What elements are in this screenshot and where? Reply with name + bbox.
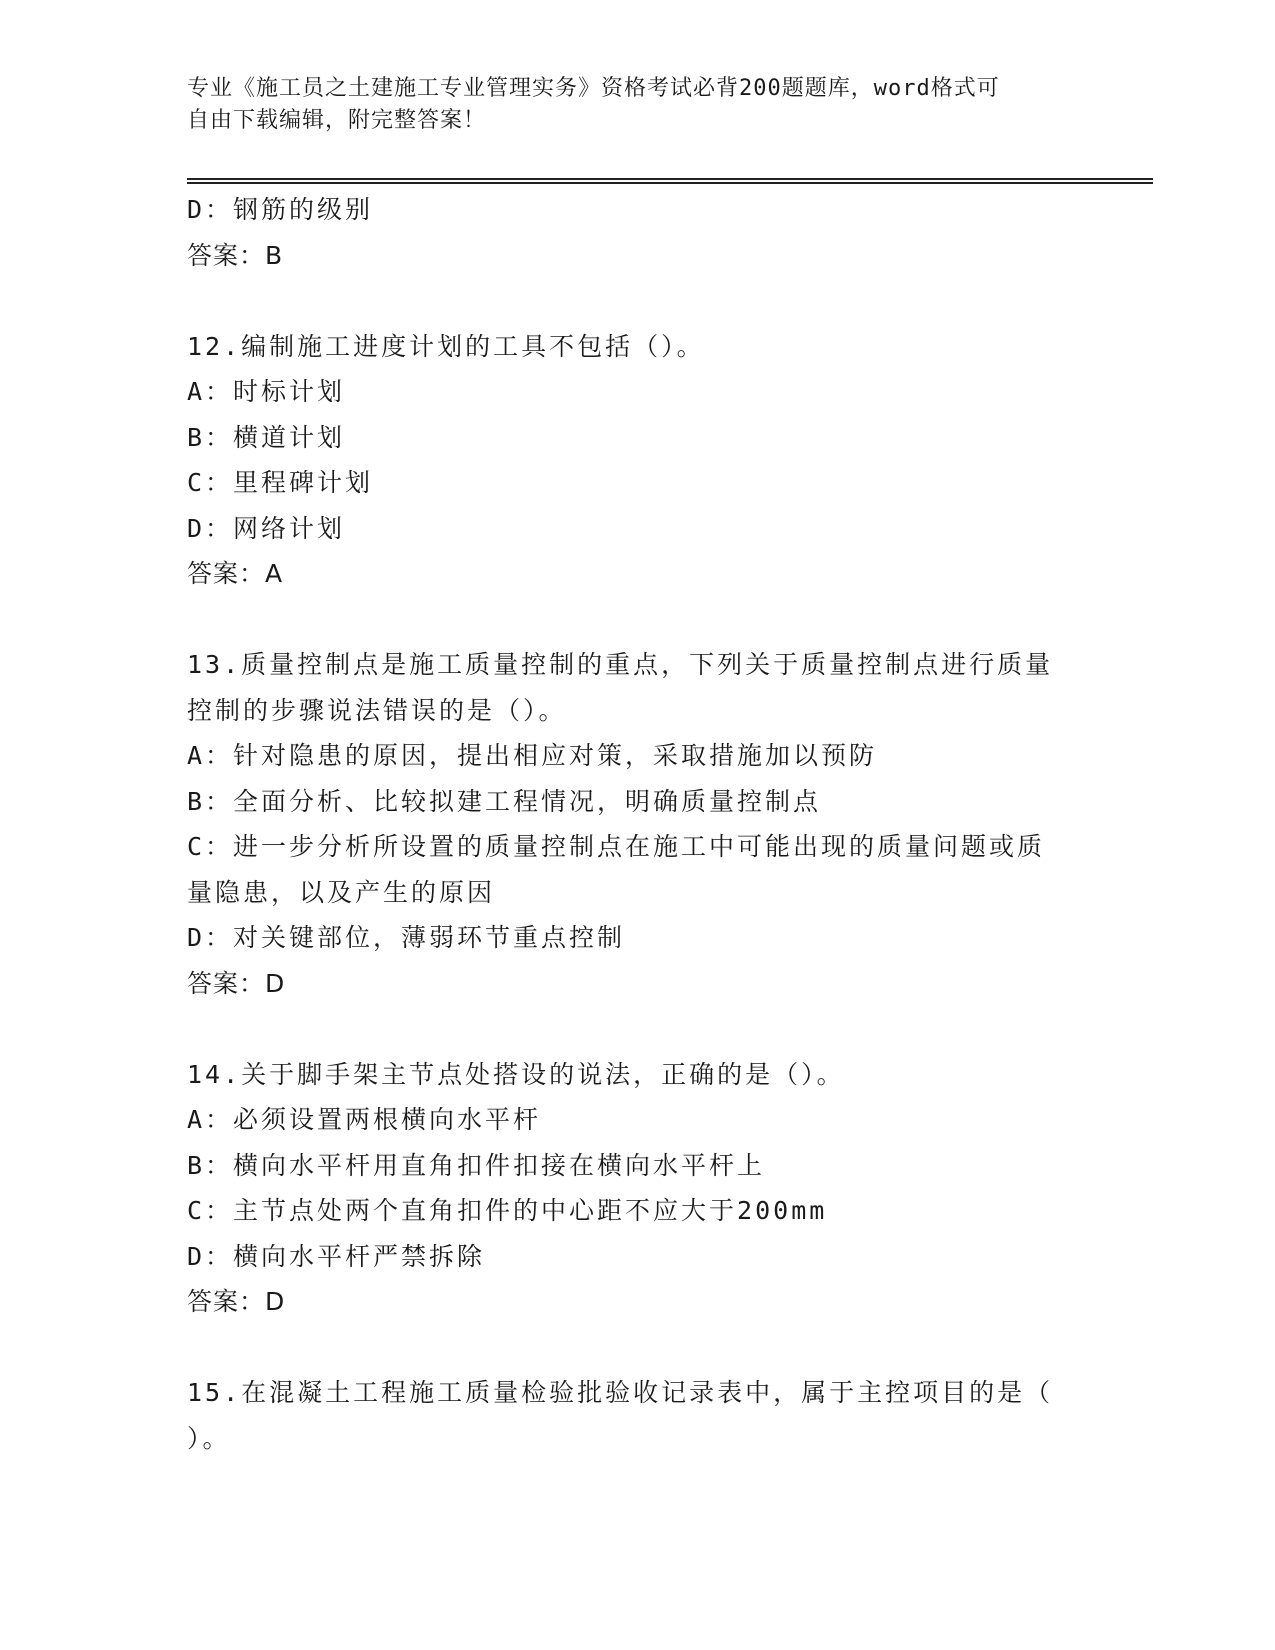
option-c: C：主节点处两个直角扣件的中心距不应大于200mm <box>187 1196 828 1225</box>
spacer <box>187 278 1067 324</box>
spacer <box>187 1325 1067 1371</box>
option-d: D：对关键部位，薄弱环节重点控制 <box>187 923 626 952</box>
spacer <box>187 597 1067 643</box>
option-a: A：针对隐患的原因，提出相应对策，采取措施加以预防 <box>187 741 878 770</box>
header-divider-bottom <box>187 182 1153 184</box>
option-a: A：必须设置两根横向水平杆 <box>187 1105 542 1134</box>
question-fragment-11 <box>187 187 1067 278</box>
header-divider-top <box>187 178 1153 180</box>
question-15 <box>187 1370 1067 1461</box>
header-line-1: 专业《施工员之土建施工专业管理实务》资格考试必背200题题库，word格式可 <box>187 76 1000 101</box>
option-d: D：钢筋的级别 <box>187 195 374 224</box>
answer: 答案：D <box>187 968 286 998</box>
question-stem: 12.编制施工进度计划的工具不包括（）。 <box>187 331 705 361</box>
header-line-2: 自由下载编辑，附完整答案！ <box>187 108 487 133</box>
option-c-continued: 量隐患，以及产生的原因 <box>187 877 496 907</box>
question-stem-continued: 控制的步骤说法错误的是（）。 <box>187 695 567 725</box>
option-b: B：横向水平杆用直角扣件扣接在横向水平杆上 <box>187 1150 766 1180</box>
question-12 <box>187 324 1067 597</box>
option-c: C：进一步分析所设置的质量控制点在施工中可能出现的质量问题或质 <box>187 832 1046 861</box>
question-13 <box>187 642 1067 1006</box>
document-header <box>187 73 1067 137</box>
question-stem: 14.关于脚手架主节点处搭设的说法，正确的是（）。 <box>187 1059 845 1089</box>
option-d: D：横向水平杆严禁拆除 <box>187 1241 486 1271</box>
option-c: C：里程碑计划 <box>187 468 374 497</box>
spacer <box>187 1006 1067 1052</box>
option-a: A：时标计划 <box>187 377 346 406</box>
answer: 答案：B <box>187 240 284 270</box>
answer: 答案：A <box>187 559 284 588</box>
question-stem: 15.在混凝土工程施工质量检验批验收记录表中，属于主控项目的是（ <box>187 1378 1054 1407</box>
option-b: B：全面分析、比较拟建工程情况，明确质量控制点 <box>187 786 822 816</box>
answer: 答案：D <box>187 1287 286 1316</box>
option-d: D：网络计划 <box>187 513 346 543</box>
question-stem-continued: ）。 <box>187 1423 231 1453</box>
question-stem: 13.质量控制点是施工质量控制的重点，下列关于质量控制点进行质量 <box>187 650 1054 679</box>
question-14 <box>187 1052 1067 1325</box>
option-b: B：横道计划 <box>187 422 346 452</box>
question-list <box>187 187 1067 1461</box>
